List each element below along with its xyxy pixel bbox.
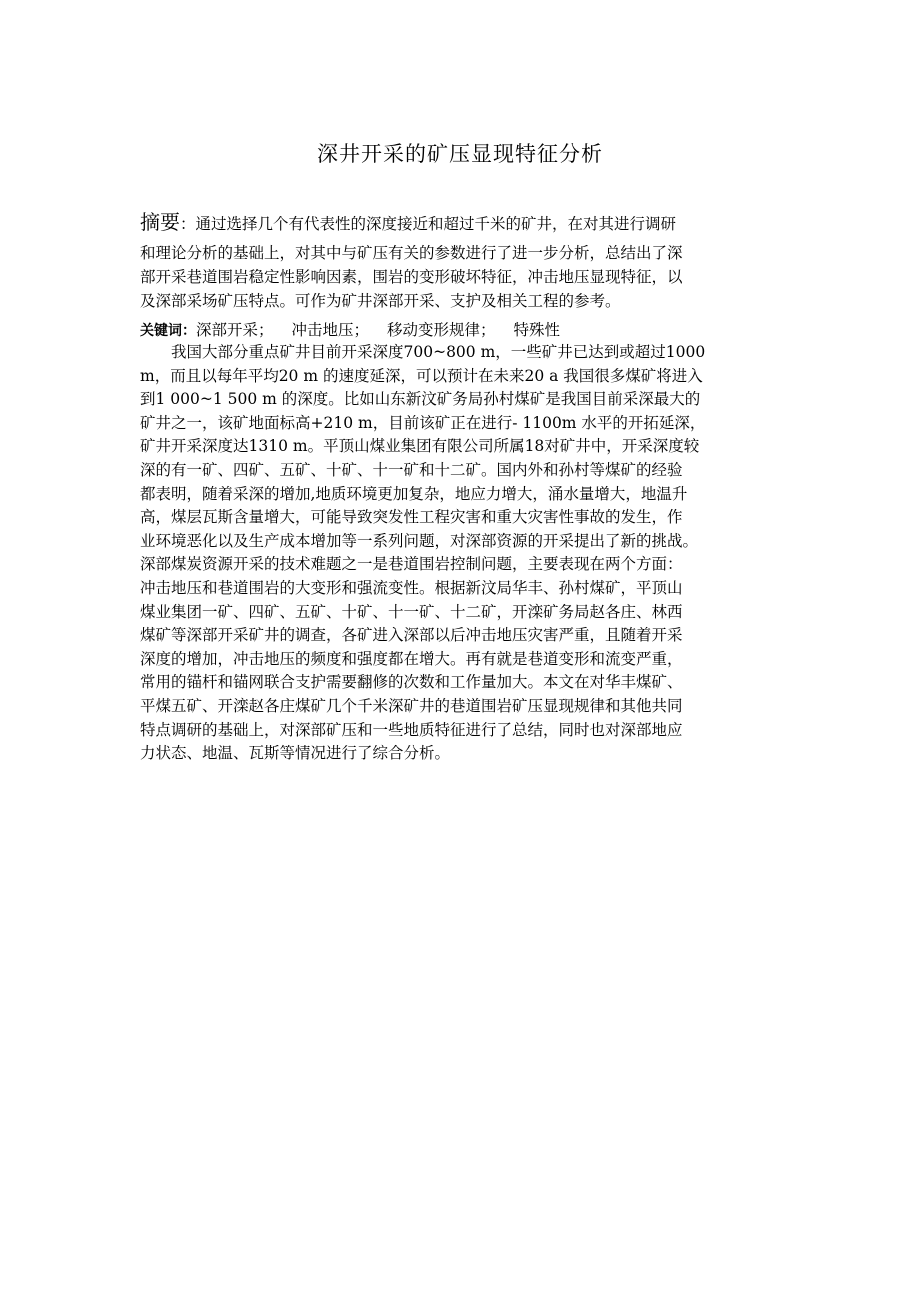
keywords-label: 关键词： [140,323,196,339]
abstract-text [140,241,800,313]
keyword-item: 深部开采； [196,321,274,339]
body-line: 常用的锚杆和锚网联合支护需要翻修的次数和工作量加大。本文在对华丰煤矿、 [140,673,683,692]
abstract-label: 摘要 [140,210,180,234]
body-line: 矿井之一，该矿地面标高+210 m，目前该矿正在进行- 1100m 水平的开拓延深， [140,413,706,432]
body-line: 到1 000~1 500 m 的深度。比如山东新汶矿务局孙村煤矿是我国目前采深最大的 [140,390,701,409]
keyword-item: 特殊性 [513,321,561,339]
body-line: 矿井开采深度达1310 m。平顶山煤业集团有限公司所属18对矿井中，开采深度较 [140,437,700,456]
keyword-item: 冲击地压； [291,321,370,339]
abstract-line: 部开采巷道围岩稳定性影响因素，围岩的变形破坏特征，冲击地压显现特征，以 [140,268,683,286]
body-line: 煤矿等深部开采矿井的调查，各矿进入深部以后冲击地压灾害严重，且随着开采 [140,626,683,645]
body-line: 冲击地压和巷道围岩的大变形和强流变性。根据新汶局华丰、孙村煤矿，平顶山 [140,578,683,597]
document-title: 深井开采的矿压显现特征分析 [317,142,603,166]
keyword-item: 移动变形规律； [387,321,496,339]
body-line: 高，煤层瓦斯含量增大，可能导致突发性工程灾害和重大灾害性事故的发生，作 [140,508,683,527]
body-line: 深部煤炭资源开采的技术难题之一是巷道围岩控制问题，主要表现在两个方面： [140,555,683,574]
body-line: 都表明，随着采深的增加,地质环境更加复杂，地应力增大，涌水量增大，地温升 [140,484,688,503]
body-line: 深度的增加，冲击地压的频度和强度都在增大。再有就是巷道变形和流变严重， [140,649,683,668]
body-line: 我国大部分重点矿井目前开采深度700~800 m，一些矿井已达到或超过1000 [140,343,706,361]
body-line: 深的有一矿、四矿、五矿、十矿、十一矿和十二矿。国内外和孙村等煤矿的经验 [140,460,683,479]
body-line: 特点调研的基础上，对深部矿压和一些地质特征进行了总结，同时也对深部地应 [140,720,683,739]
abstract-line: 和理论分析的基础上，对其中与矿压有关的参数进行了进一步分析，总结出了深 [140,244,683,262]
abstract-first-line [140,206,800,235]
body-line: m，而且以每年平均20 m 的速度延深，可以预计在未来20 a 我国很多煤矿将进入 [140,366,703,385]
body-line: 业环境恶化以及生产成本增加等一系列问题，对深部资源的开采提出了新的挑战。 [140,531,699,550]
keywords-line [140,318,800,340]
body-line: 力状态、地温、瓦斯等情况进行了综合分析。 [140,744,451,763]
abstract-line: 及深部采场矿压特点。可作为矿井深部开采、支护及相关工程的参考。 [140,292,621,310]
abstract-colon: ： [180,215,196,233]
body-line: 煤业集团一矿、四矿、五矿、十矿、十一矿、十二矿，开滦矿务局赵各庄、林西 [140,602,683,621]
abstract-text-first: 通过选择几个有代表性的深度接近和超过千米的矿井，在对其进行调研 [195,215,677,233]
body-line: 平煤五矿、开滦赵各庄煤矿几个千米深矿井的巷道围岩矿压显现规律和其他共同 [140,696,683,715]
body-paragraph [140,341,802,766]
